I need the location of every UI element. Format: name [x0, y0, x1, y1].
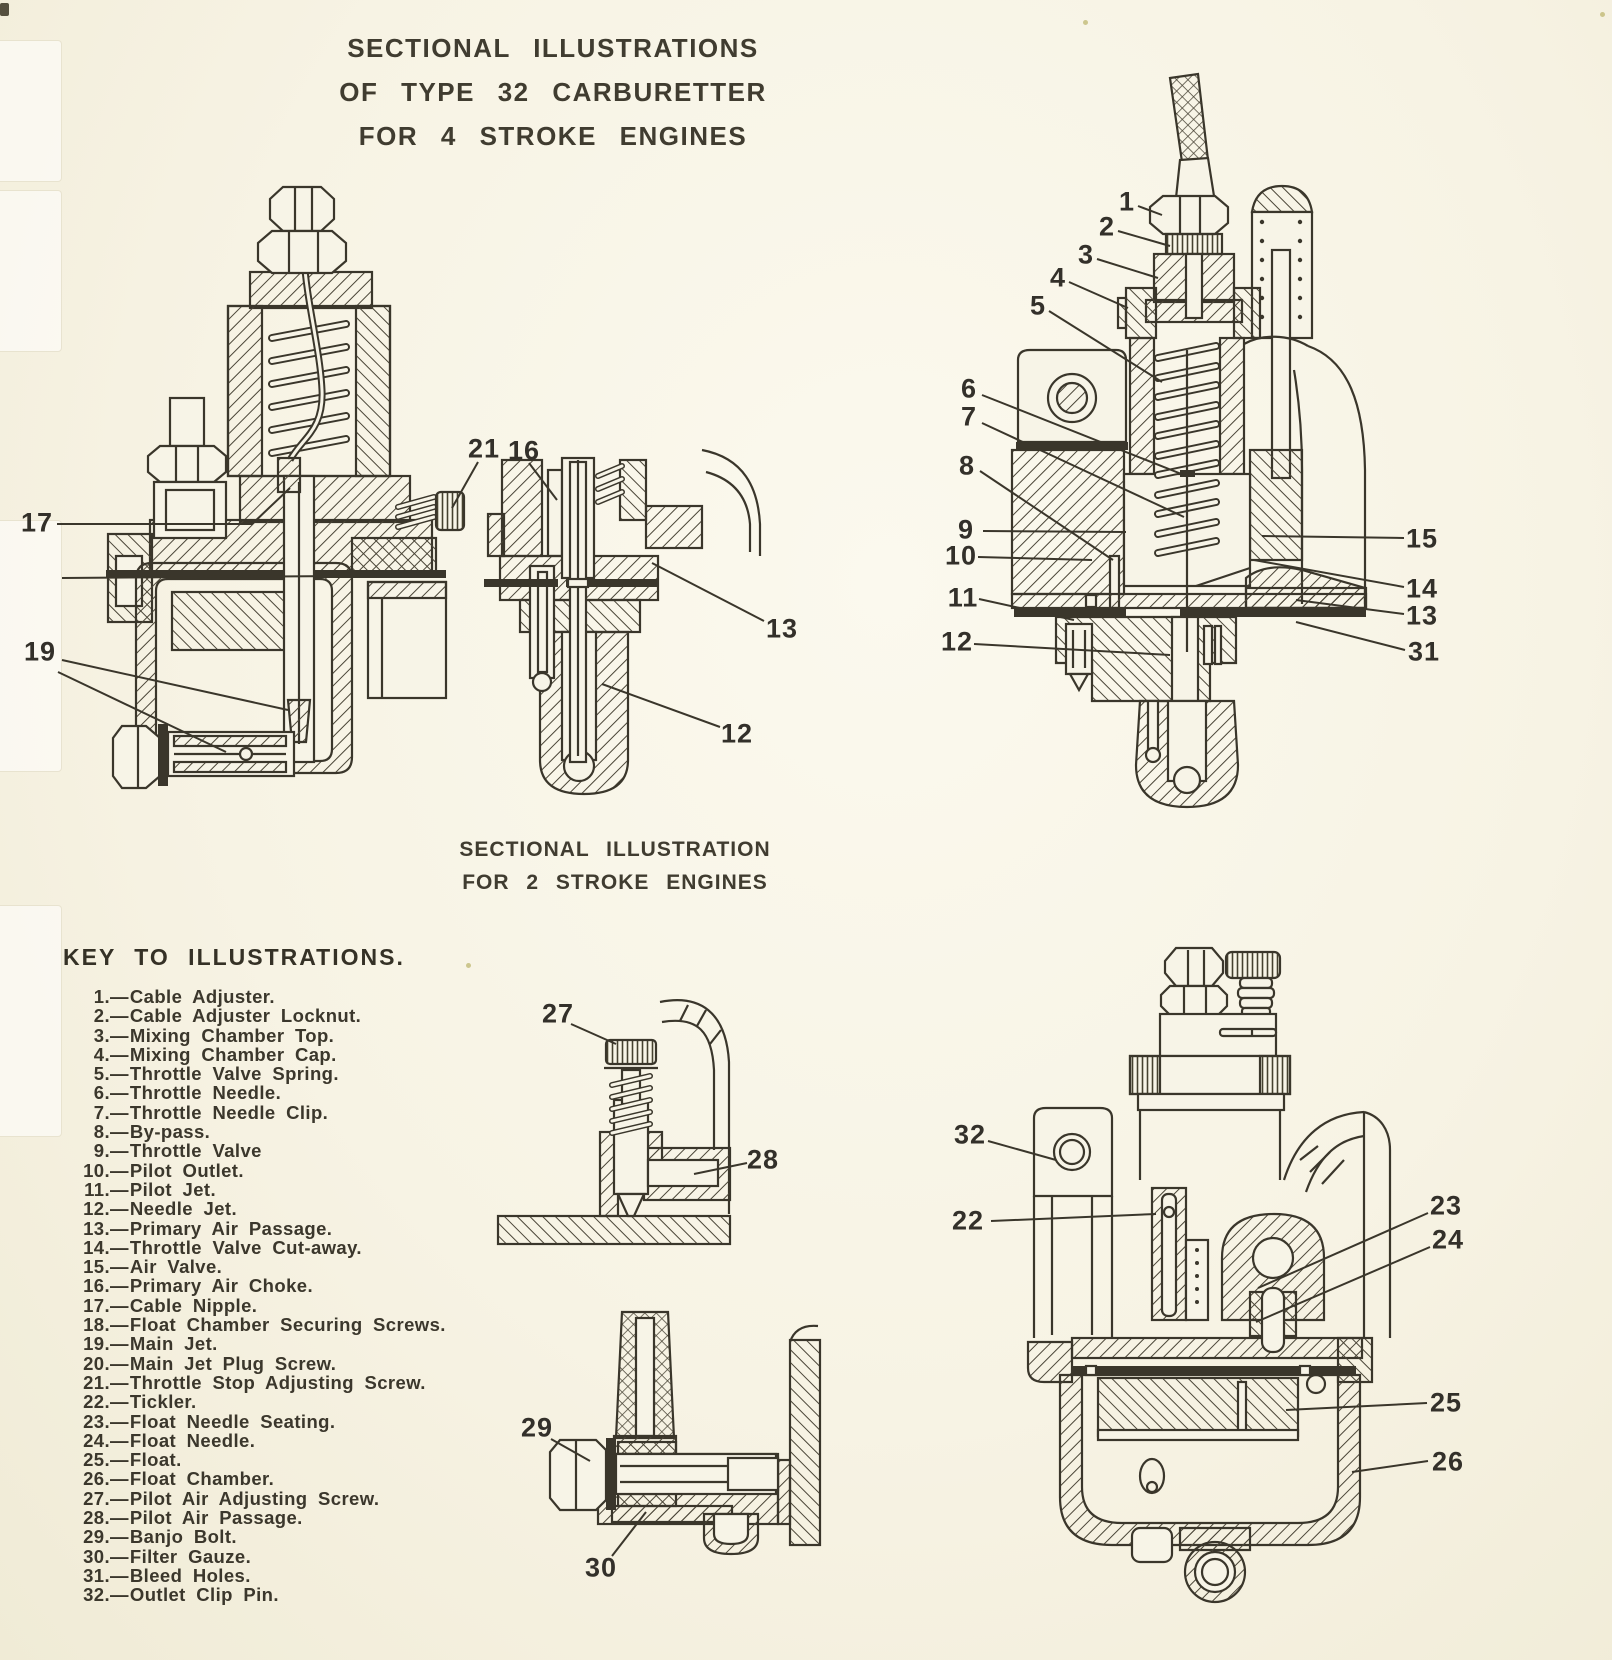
key-list — [64, 986, 484, 1604]
key-item-2: 2. — Cable Adjuster Locknut. — [93, 1005, 362, 1027]
diagram-banjo-bolt-detail — [550, 1312, 820, 1556]
key-item-31: 31. — Bleed Holes. — [83, 1564, 251, 1586]
key-item-14: 14. — Throttle Valve Cut-away. — [83, 1236, 362, 1258]
key-item-1: 1. — Cable Adjuster. — [93, 986, 275, 1007]
callout-front-3: 3 — [1077, 239, 1095, 270]
key-item-4: 4. — Mixing Chamber Cap. — [93, 1043, 337, 1065]
callout-float-23: 23 — [1429, 1190, 1463, 1221]
key-item-22: 22. — Tickler. — [83, 1391, 197, 1413]
callout-float-26: 26 — [1431, 1446, 1465, 1477]
key-item-20: 20. — Main Jet Plug Screw. — [83, 1352, 337, 1374]
callout-float-22: 22 — [951, 1205, 985, 1236]
key-item-17: 17. — Cable Nipple. — [83, 1294, 258, 1316]
callout-front-1: 1 — [1118, 186, 1136, 217]
diagram-4-stroke-front-section — [974, 74, 1405, 807]
callout-pilot-27: 27 — [541, 998, 575, 1029]
key-item-21: 21. — Throttle Stop Adjusting Screw. — [83, 1371, 426, 1393]
page-title-line-2: OF TYPE 32 CARBURETTER — [339, 77, 767, 107]
key-item-32: 32. — Outlet Clip Pin. — [83, 1584, 279, 1606]
key-item-28: 28. — Pilot Air Passage. — [83, 1507, 303, 1529]
callout-front-7: 7 — [960, 401, 978, 432]
callout-float-32: 32 — [953, 1119, 987, 1150]
callout-front-5: 5 — [1029, 290, 1047, 321]
diagram-4-stroke-side-section — [57, 187, 478, 788]
key-item-6: 6. — Throttle Needle. — [93, 1082, 282, 1104]
callout-front-31: 31 — [1407, 636, 1441, 667]
key-item-9: 9. — Throttle Valve — [93, 1140, 262, 1162]
callout-banjo-30: 30 — [584, 1552, 618, 1583]
callout-side-21: 21 — [467, 433, 501, 464]
callout-2stroke-16: 16 — [507, 435, 541, 466]
callout-banjo-29: 29 — [520, 1412, 554, 1443]
callout-front-2: 2 — [1098, 211, 1116, 242]
callout-side-19: 19 — [23, 636, 57, 667]
page-title-line-1: SECTIONAL ILLUSTRATIONS — [347, 33, 759, 63]
key-item-12: 12. — Needle Jet. — [83, 1198, 237, 1220]
two-stroke-caption-line-1: SECTIONAL ILLUSTRATION — [459, 838, 771, 861]
page-title-line-3: FOR 4 STROKE ENGINES — [358, 121, 748, 151]
key-item-5: 5. — Throttle Valve Spring. — [93, 1063, 339, 1085]
key-item-7: 7. — Throttle Needle Clip. — [93, 1101, 329, 1123]
key-item-30: 30. — Filter Gauze. — [83, 1545, 252, 1567]
key-item-15: 15. — Air Valve. — [83, 1256, 223, 1278]
callout-front-10: 10 — [944, 540, 978, 571]
diagram-float-chamber-section — [988, 948, 1430, 1602]
key-item-27: 27. — Pilot Air Adjusting Screw. — [83, 1487, 380, 1509]
key-item-25: 25. — Float. — [83, 1449, 182, 1471]
callout-front-15: 15 — [1405, 523, 1439, 554]
key-item-10: 10. — Pilot Outlet. — [83, 1159, 244, 1181]
callout-front-11: 11 — [947, 582, 979, 613]
callout-front-8: 8 — [958, 450, 976, 481]
key-item-3: 3. — Mixing Chamber Top. — [93, 1024, 335, 1046]
callout-2stroke-12: 12 — [720, 718, 754, 749]
callout-front-6: 6 — [960, 373, 978, 404]
callout-front-9: 9 — [957, 514, 975, 545]
callout-side-17: 17 — [20, 507, 54, 538]
key-item-18: 18. — Float Chamber Securing Screws. — [83, 1314, 446, 1336]
diagram-pilot-air-screw-detail — [498, 1000, 747, 1244]
key-item-29: 29. — Banjo Bolt. — [83, 1526, 237, 1548]
key-item-23: 23. — Float Needle Seating. — [83, 1410, 336, 1432]
key-item-16: 16. — Primary Air Choke. — [83, 1275, 313, 1297]
callout-front-12: 12 — [940, 626, 974, 657]
key-item-8: 8. — By-pass. — [93, 1121, 211, 1143]
key-item-26: 26. — Float Chamber. — [83, 1468, 275, 1490]
key-item-13: 13. — Primary Air Passage. — [83, 1217, 333, 1239]
key-item-11: 11. — Pilot Jet. — [84, 1178, 217, 1200]
two-stroke-caption-line-2: FOR 2 STROKE ENGINES — [462, 871, 768, 894]
callout-front-14: 14 — [1405, 573, 1439, 604]
callout-float-24: 24 — [1431, 1224, 1465, 1255]
callout-pilot-28: 28 — [746, 1144, 780, 1175]
callout-front-13: 13 — [1405, 600, 1439, 631]
key-heading: KEY TO ILLUSTRATIONS. — [63, 944, 405, 970]
callout-float-25: 25 — [1429, 1387, 1463, 1418]
callout-front-4: 4 — [1049, 262, 1067, 293]
key-item-24: 24. — Float Needle. — [83, 1429, 256, 1451]
key-item-19: 19. — Main Jet. — [83, 1333, 218, 1355]
callout-2stroke-13: 13 — [765, 613, 799, 644]
